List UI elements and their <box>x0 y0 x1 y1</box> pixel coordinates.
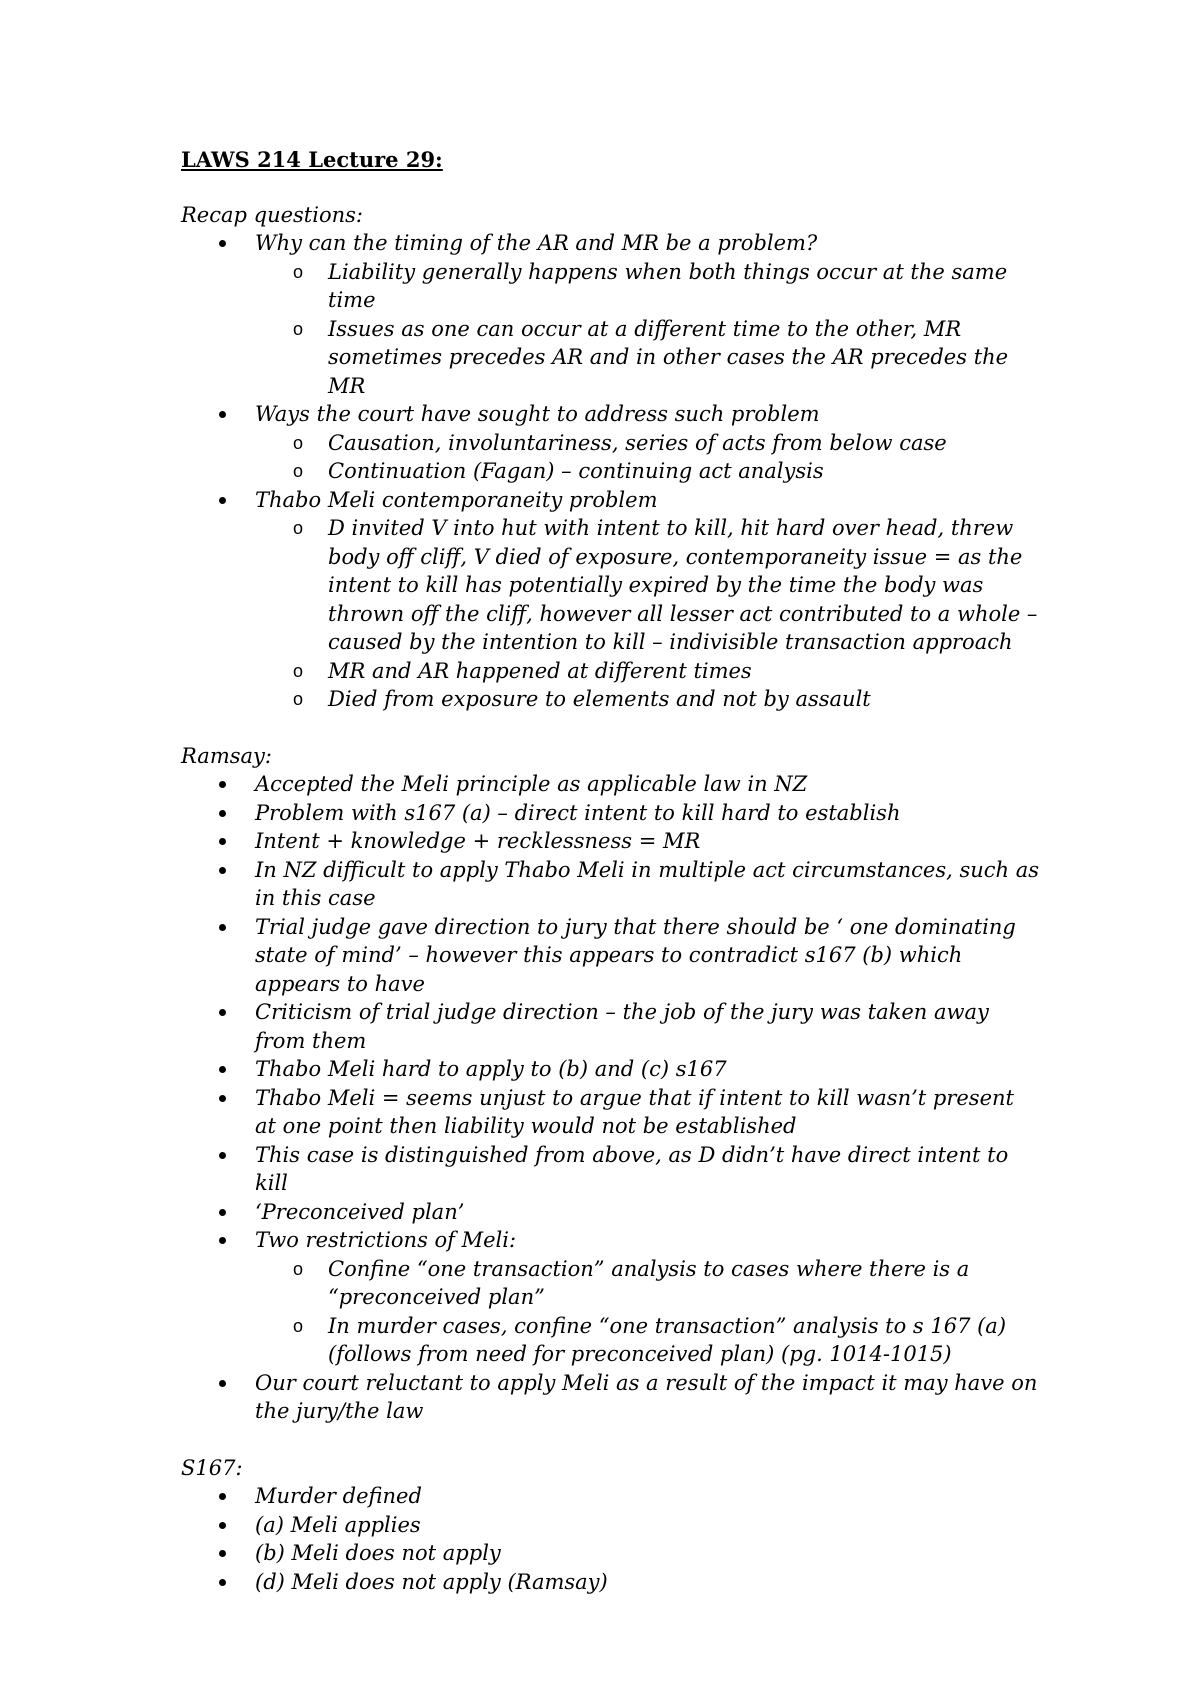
ramsay-list <box>181 770 1041 1426</box>
sub-list-item: o D invited V into hut with intent to kill, hit hard over head, threw body off cliff, V died of exposure, contemporaneity issue = as the intent to kill has potentially expired by the time the body was thrown off the cliff, however all lesser act contributed to a whole – caused by the intention to kill – indivisible transaction approach <box>181 514 1041 657</box>
s167-section <box>181 1454 1041 1597</box>
ramsay-section <box>181 742 1041 1426</box>
sub-list-item: o Confine “one transaction” analysis to cases where there is a “preconceived plan” <box>181 1255 1041 1312</box>
s167-list <box>181 1482 1041 1596</box>
list-item: Murder defined <box>181 1482 1041 1511</box>
list-item: Thabo Meli hard to apply to (b) and (c) s167 <box>181 1055 1041 1084</box>
sub-list-item: o In murder cases, confine “one transaction” analysis to s 167 (a) (follows from need for preconceived plan) (pg. 1014-1015) <box>181 1312 1041 1369</box>
list-item: Why can the timing of the AR and MR be a problem? <box>181 229 1041 258</box>
list-item: Intent + knowledge + recklessness = MR <box>181 827 1041 856</box>
sub-list-item: o Liability generally happens when both things occur at the same time <box>181 258 1041 315</box>
recap-section <box>181 201 1041 714</box>
list-item: In NZ difficult to apply Thabo Meli in multiple act circumstances, such as in this case <box>181 856 1041 913</box>
list-item: Two restrictions of Meli: <box>181 1226 1041 1255</box>
list-item: Criticism of trial judge direction – the job of the jury was taken away from them <box>181 998 1041 1055</box>
sub-list-item: o MR and AR happened at different times <box>181 657 1041 686</box>
sub-list-item: o Causation, involuntariness, series of acts from below case <box>181 429 1041 458</box>
list-item: Ways the court have sought to address such problem <box>181 400 1041 429</box>
sub-list-item: o Issues as one can occur at a different time to the other, MR sometimes precedes AR and in other cases the AR precedes the MR <box>181 315 1041 401</box>
list-item: ‘Preconceived plan’ <box>181 1198 1041 1227</box>
sub-list-item: o Continuation (Fagan) – continuing act analysis <box>181 457 1041 486</box>
list-item: (b) Meli does not apply <box>181 1539 1041 1568</box>
list-item: This case is distinguished from above, as D didn’t have direct intent to kill <box>181 1141 1041 1198</box>
document-page <box>181 146 1041 1624</box>
list-item: Thabo Meli = seems unjust to argue that if intent to kill wasn’t present at one point then liability would not be established <box>181 1084 1041 1141</box>
list-item: Trial judge gave direction to jury that there should be ‘ one dominating state of mind’ – however this appears to contradict s167 (b) which appears to have <box>181 913 1041 999</box>
list-item: Our court reluctant to apply Meli as a result of the impact it may have on the jury/the law <box>181 1369 1041 1426</box>
list-item: Problem with s167 (a) – direct intent to kill hard to establish <box>181 799 1041 828</box>
s167-heading: S167: <box>181 1455 243 1480</box>
document-title: LAWS 214 Lecture 29: <box>181 147 443 172</box>
list-item: Accepted the Meli principle as applicable law in NZ <box>181 770 1041 799</box>
sub-list-item: o Died from exposure to elements and not by assault <box>181 685 1041 714</box>
recap-heading: Recap questions: <box>181 202 363 227</box>
list-item: (d) Meli does not apply (Ramsay) <box>181 1568 1041 1597</box>
list-item: (a) Meli applies <box>181 1511 1041 1540</box>
recap-list <box>181 229 1041 714</box>
ramsay-heading: Ramsay: <box>181 743 272 768</box>
list-item: Thabo Meli contemporaneity problem <box>181 486 1041 515</box>
